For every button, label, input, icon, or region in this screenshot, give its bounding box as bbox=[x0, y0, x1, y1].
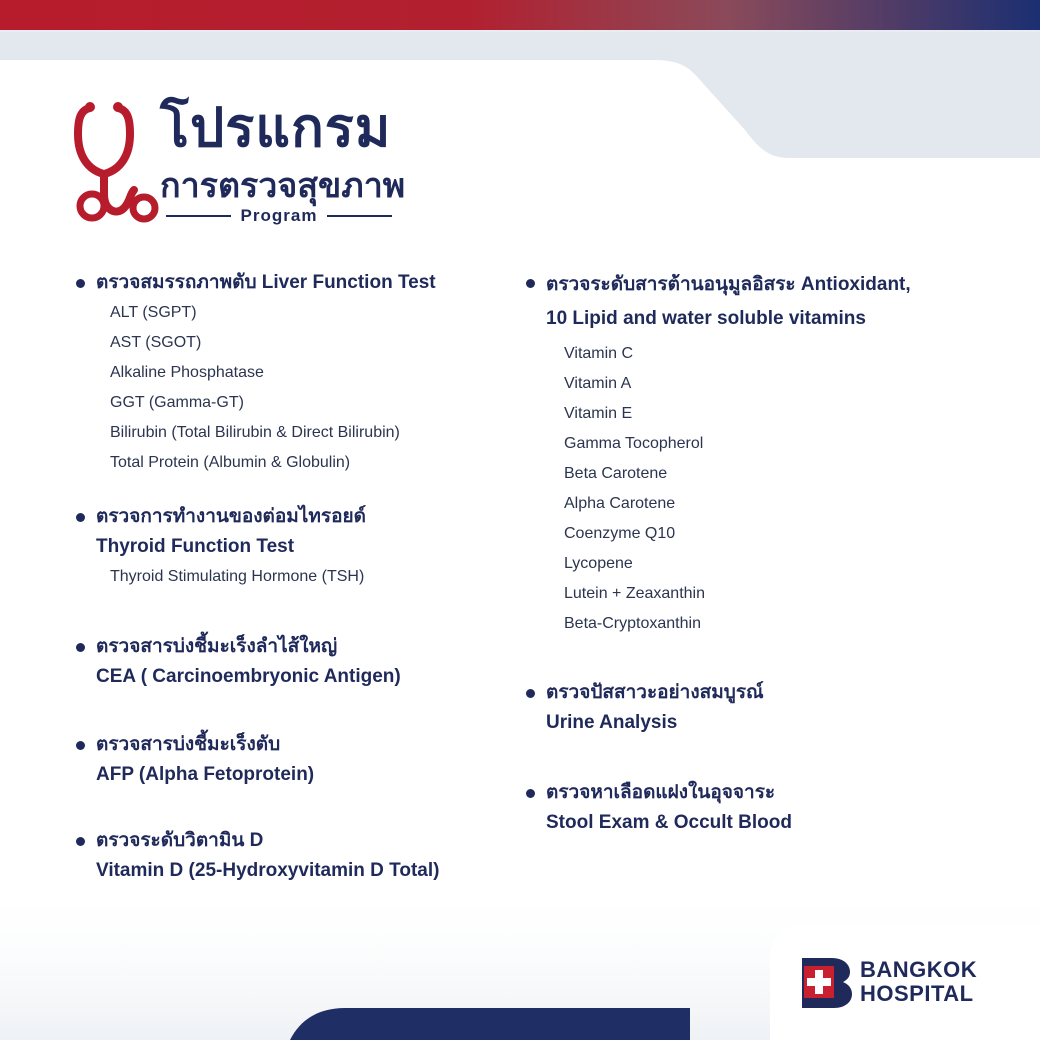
section-antioxidant bbox=[526, 268, 1006, 678]
list-item: Gamma Tocopherol bbox=[564, 435, 704, 452]
list-item: Vitamin A bbox=[564, 375, 632, 392]
title-block bbox=[74, 96, 414, 236]
section-title: ตรวจการทำงานของต่อมไทรอยด์ bbox=[96, 506, 366, 527]
sub-list bbox=[76, 298, 516, 478]
sub-list bbox=[76, 562, 516, 592]
section-title-en: Vitamin D (25-Hydroxyvitamin D Total) bbox=[96, 860, 440, 881]
list-item: Lycopene bbox=[564, 555, 633, 572]
section-title: ตรวจสารบ่งชี้มะเร็งตับ bbox=[96, 734, 281, 755]
program-label bbox=[166, 206, 392, 226]
bangkok-hospital-logo bbox=[802, 958, 1012, 1008]
bullet-dot bbox=[76, 513, 85, 522]
right-column bbox=[526, 268, 1006, 848]
list-item: ALT (SGPT) bbox=[110, 304, 197, 321]
logo-line1: BANGKOK bbox=[860, 957, 978, 982]
list-item: Thyroid Stimulating Hormone (TSH) bbox=[110, 568, 365, 585]
section-title: ตรวจสมรรถภาพตับ Liver Function Test bbox=[96, 272, 436, 293]
section-title-en: 10 Lipid and water soluble vitamins bbox=[546, 308, 866, 329]
list-item: Alpha Carotene bbox=[564, 495, 676, 512]
section-vitamin-d bbox=[76, 826, 516, 896]
list-item: AST (SGOT) bbox=[110, 334, 202, 351]
list-item: Vitamin E bbox=[564, 405, 633, 422]
program-text: Program bbox=[240, 206, 318, 225]
bullet-dot bbox=[76, 837, 85, 846]
list-item: Bilirubin (Total Bilirubin & Direct Bilirubin) bbox=[110, 424, 400, 441]
divider-right bbox=[327, 215, 392, 217]
top-bar-underline bbox=[0, 30, 1040, 32]
bullet-dot bbox=[526, 789, 535, 798]
list-item: Vitamin C bbox=[564, 345, 634, 362]
section-thyroid bbox=[76, 502, 516, 632]
sub-list bbox=[526, 339, 1006, 639]
logo-text bbox=[860, 958, 977, 1006]
bullet-dot bbox=[76, 279, 85, 288]
left-column bbox=[76, 268, 516, 896]
page-subtitle: การตรวจสุขภาพ bbox=[160, 167, 406, 205]
list-item: Coenzyme Q10 bbox=[564, 525, 676, 542]
list-item: Beta-Cryptoxanthin bbox=[564, 615, 701, 632]
section-title: ตรวจสารบ่งชี้มะเร็งลำไส้ใหญ่ bbox=[96, 636, 338, 657]
page-title: โปรแกรม bbox=[160, 98, 392, 158]
list-item: Total Protein (Albumin & Globulin) bbox=[110, 454, 351, 471]
list-item: Lutein + Zeaxanthin bbox=[564, 585, 705, 602]
divider-left bbox=[166, 215, 231, 217]
section-title-en: Thyroid Function Test bbox=[96, 536, 295, 557]
bullet-dot bbox=[76, 741, 85, 750]
section-afp bbox=[76, 730, 516, 826]
list-item: GGT (Gamma-GT) bbox=[110, 394, 244, 411]
section-title-en: Stool Exam & Occult Blood bbox=[546, 812, 792, 833]
bullet-dot bbox=[526, 689, 535, 698]
section-urine bbox=[526, 678, 1006, 778]
section-title: ตรวจระดับวิตามิน D bbox=[96, 830, 264, 851]
logo-line2: HOSPITAL bbox=[860, 981, 974, 1006]
section-stool bbox=[526, 778, 1006, 848]
stethoscope-icon bbox=[74, 100, 160, 224]
section-title: ตรวจปัสสาวะอย่างสมบูรณ์ bbox=[546, 682, 764, 703]
section-cea bbox=[76, 632, 516, 730]
top-color-bar bbox=[0, 0, 1040, 30]
section-title: ตรวจระดับสารต้านอนุมูลอิสระ Antioxidant, bbox=[546, 274, 911, 295]
bullet-dot bbox=[76, 643, 85, 652]
section-title-en: Urine Analysis bbox=[546, 712, 678, 733]
bullet-dot bbox=[526, 279, 535, 288]
hospital-cross-logo bbox=[802, 958, 852, 1008]
list-item: Alkaline Phosphatase bbox=[110, 364, 264, 381]
list-item: Beta Carotene bbox=[564, 465, 668, 482]
section-liver bbox=[76, 268, 516, 502]
section-title-en: CEA ( Carcinoembryonic Antigen) bbox=[96, 666, 401, 687]
section-title-en: AFP (Alpha Fetoprotein) bbox=[96, 764, 315, 785]
section-title: ตรวจหาเลือดแฝงในอุจจาระ bbox=[546, 782, 776, 803]
